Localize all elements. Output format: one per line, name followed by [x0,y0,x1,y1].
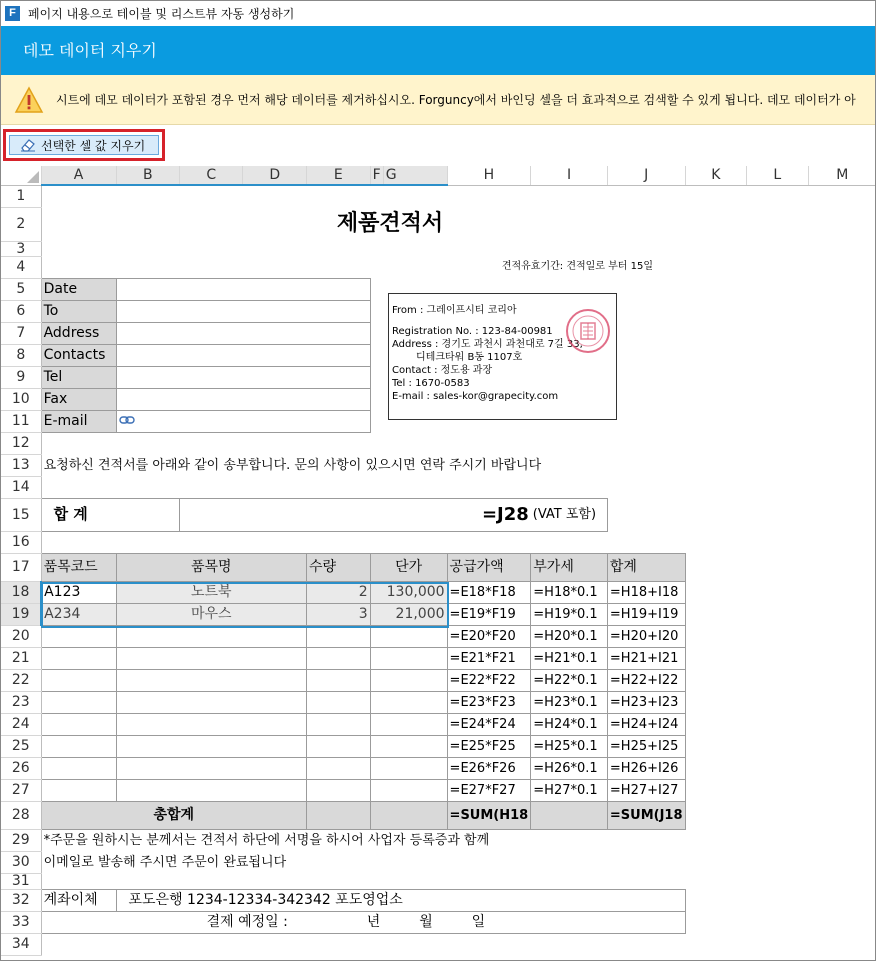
item-header-price: 단가 [370,553,447,581]
row-header[interactable]: 34 [1,933,41,955]
formula-total[interactable]: =H27+I27 [607,779,685,801]
row-header[interactable]: 23 [1,691,41,713]
row-header[interactable]: 10 [1,388,41,410]
row-header[interactable]: 12 [1,432,41,454]
item-qty[interactable]: 3 [306,603,370,625]
row-header[interactable]: 4 [1,256,41,278]
validity-note: 견적유효기간: 견적일로 부터 15일 [501,261,654,272]
row-header[interactable]: 7 [1,322,41,344]
order-note-1: *주문을 원하시는 분께서는 견적서 하단에 서명을 하시어 사업자 등록증과 함께 [43,832,490,848]
row-header[interactable]: 24 [1,713,41,735]
info-value[interactable] [116,344,370,366]
month-label: 월 [419,914,433,930]
toolbar [1,126,876,163]
day-label: 일 [471,914,486,930]
item-header-supply: 공급가액 [447,553,531,581]
table-row [1,647,876,669]
info-value[interactable] [116,278,370,300]
formula-supply[interactable]: =E23*F23 [447,691,531,713]
table-row [1,757,876,779]
col-header-g[interactable]: G [383,166,447,185]
eraser-icon [20,138,36,152]
warning-icon [14,86,44,114]
spreadsheet[interactable] [1,166,876,961]
row-header[interactable]: 18 [1,581,41,603]
link-icon[interactable] [119,416,135,425]
formula-vat[interactable]: =H22*0.1 [531,669,608,691]
formula-supply[interactable]: =E27*F27 [447,779,531,801]
formula-vat[interactable]: =H20*0.1 [531,625,608,647]
item-header-qty: 수량 [306,553,370,581]
warning-bar [1,75,876,125]
formula-vat[interactable]: =H19*0.1 [531,603,608,625]
item-name[interactable]: 노트북 [116,581,306,603]
info-label: Fax [41,388,116,410]
window-title: 페이지 내용으로 테이블 및 리스트뷰 자동 생성하기 [28,7,295,21]
table-row [1,603,876,625]
stamp-tel: Tel : 1670-0583 [392,378,470,389]
sheet-grid[interactable] [1,166,876,956]
table-row [1,581,876,603]
row-header[interactable]: 30 [1,851,41,873]
clear-button-highlight [3,129,165,161]
table-row [1,779,876,801]
formula-total[interactable]: =H19+I19 [607,603,685,625]
row-header[interactable]: 9 [1,366,41,388]
formula-vat[interactable]: =H27*0.1 [531,779,608,801]
formula-total[interactable]: =H18+I18 [607,581,685,603]
document-title: 제품견적서 [336,211,444,236]
app-icon: F [5,6,20,21]
col-header-h[interactable]: H [447,166,531,185]
info-label: E-mail [41,410,116,432]
row-header[interactable]: 19 [1,603,41,625]
grand-total-label: 총합계 [41,801,306,829]
info-label: To [41,300,116,322]
item-header-vat: 부가세 [531,553,608,581]
col-header-b[interactable]: B [116,166,179,185]
item-header-code: 품목코드 [41,553,116,581]
row-header[interactable]: 32 [1,889,41,911]
title-bar [1,1,876,26]
formula-vat[interactable]: =H24*0.1 [531,713,608,735]
col-header-j[interactable]: J [607,166,685,185]
formula-vat[interactable]: =H25*0.1 [531,735,608,757]
row-header[interactable]: 28 [1,801,41,829]
formula-supply[interactable]: =E26*F26 [447,757,531,779]
transfer-value: 포도은행 1234-12334-342342 포도영업소 [116,889,685,911]
item-header-name: 품목명 [116,553,306,581]
item-qty[interactable]: 2 [306,581,370,603]
formula-vat[interactable]: =H23*0.1 [531,691,608,713]
stamp-from: From : 그레이프시티 코리아 [392,305,517,316]
formula-supply[interactable]: =E25*F25 [447,735,531,757]
row-header[interactable]: 3 [1,241,41,256]
row-header[interactable]: 6 [1,300,41,322]
col-header-a[interactable]: A [41,166,116,185]
row-header[interactable]: 13 [1,454,41,476]
info-value[interactable] [116,300,370,322]
row-header[interactable]: 31 [1,873,41,889]
year-label: 년 [366,914,381,930]
info-label: Tel [41,366,116,388]
info-value[interactable] [116,388,370,410]
formula-total[interactable]: =H22+I22 [607,669,685,691]
row-header[interactable]: 17 [1,553,41,581]
row-header[interactable]: 16 [1,531,41,553]
clear-selected-cells-button[interactable] [9,135,159,155]
formula-total[interactable]: =H21+I21 [607,647,685,669]
table-row [1,713,876,735]
row-header[interactable]: 2 [1,207,41,241]
info-value[interactable] [116,410,370,432]
col-header-m[interactable]: M [808,166,876,185]
column-header-row [1,166,876,185]
table-row [1,625,876,647]
vat-note: (VAT 포함) [531,498,608,531]
formula-supply[interactable]: =E18*F18 [447,581,531,603]
item-price[interactable]: 130,000 [370,581,447,603]
stamp-registration: Registration No. : 123-84-00981 [392,326,553,337]
item-code[interactable]: A123 [41,581,116,603]
item-header-total: 합계 [607,553,685,581]
row-header[interactable]: 11 [1,410,41,432]
stamp-contact: Contact : 정도용 과장 [392,365,493,376]
formula-total[interactable]: =H26+I26 [607,757,685,779]
formula-vat[interactable]: =H26*0.1 [531,757,608,779]
transfer-label: 계좌이체 [41,889,116,911]
col-header-d[interactable]: D [243,166,307,185]
formula-supply[interactable]: =E19*F19 [447,603,531,625]
info-label: Address [41,322,116,344]
row-header[interactable]: 20 [1,625,41,647]
col-header-c[interactable]: C [179,166,242,185]
row-header[interactable]: 8 [1,344,41,366]
row-header[interactable]: 1 [1,185,41,207]
formula-supply[interactable]: =E20*F20 [447,625,531,647]
formula-vat[interactable]: =H21*0.1 [531,647,608,669]
item-name[interactable]: 마우스 [116,603,306,625]
row-header[interactable]: 33 [1,911,41,933]
table-row [1,691,876,713]
formula-total[interactable]: =H25+I25 [607,735,685,757]
row-header[interactable]: 14 [1,476,41,498]
col-header-l[interactable]: L [747,166,808,185]
company-stamp-card [388,293,617,420]
stamp-address-2: 디테크타워 B동 1107호 [416,352,523,363]
stamp-address: Address : 경기도 과천시 과천대로 7길 33, [392,339,583,350]
col-header-e[interactable]: E [306,166,370,185]
formula-supply[interactable]: =E21*F21 [447,647,531,669]
col-header-i[interactable]: I [531,166,608,185]
row-header[interactable]: 15 [1,498,41,531]
row-header[interactable]: 27 [1,779,41,801]
item-price[interactable]: 21,000 [370,603,447,625]
sum-supply[interactable]: =SUM(H18 [447,801,531,829]
formula-total[interactable]: =H24+I24 [607,713,685,735]
row-header[interactable]: 21 [1,647,41,669]
col-header-k[interactable]: K [685,166,747,185]
info-label: Date [41,278,116,300]
row-header[interactable]: 26 [1,757,41,779]
sum-total[interactable]: =SUM(J18 [607,801,685,829]
formula-vat[interactable]: =H18*0.1 [531,581,608,603]
formula-supply[interactable]: =E22*F22 [447,669,531,691]
row-header[interactable]: 22 [1,669,41,691]
total-formula[interactable]: =J28 [179,498,530,531]
row-header[interactable]: 5 [1,278,41,300]
select-all-corner[interactable] [1,166,41,185]
info-label: Contacts [41,344,116,366]
warning-text: 시트에 데모 데이터가 포함된 경우 먼저 해당 데이터를 제거하십시오. Forguncy에서 바인딩 셀을 더 효과적으로 검색할 수 있게 됩니다. 데모 데이터가 아 [56,93,856,107]
dialog-header: 데모 데이터 지우기 [1,26,876,75]
company-seal-icon [565,308,611,354]
intro-text: 요청하신 견적서를 아래와 같이 송부합니다. 문의 사항이 있으시면 연락 주시기 바랍니다 [43,457,542,473]
item-code[interactable]: A234 [41,603,116,625]
formula-total[interactable]: =H20+I20 [607,625,685,647]
order-note-2: 이메일로 발송해 주시면 주문이 완료됩니다 [43,854,287,870]
formula-total[interactable]: =H23+I23 [607,691,685,713]
clear-button-label: 선택한 셀 값 지우기 [41,138,146,153]
table-row [1,669,876,691]
row-header[interactable]: 29 [1,829,41,851]
total-label: 합 계 [41,498,179,531]
row-header[interactable]: 25 [1,735,41,757]
payment-label: 결제 예정일 : [206,914,288,930]
info-value[interactable] [116,366,370,388]
table-row [1,735,876,757]
formula-supply[interactable]: =E24*F24 [447,713,531,735]
stamp-email: E-mail : sales-kor@grapecity.com [392,391,559,402]
info-value[interactable] [116,322,370,344]
col-header-f[interactable]: F [370,166,383,185]
payment-date [41,911,685,933]
